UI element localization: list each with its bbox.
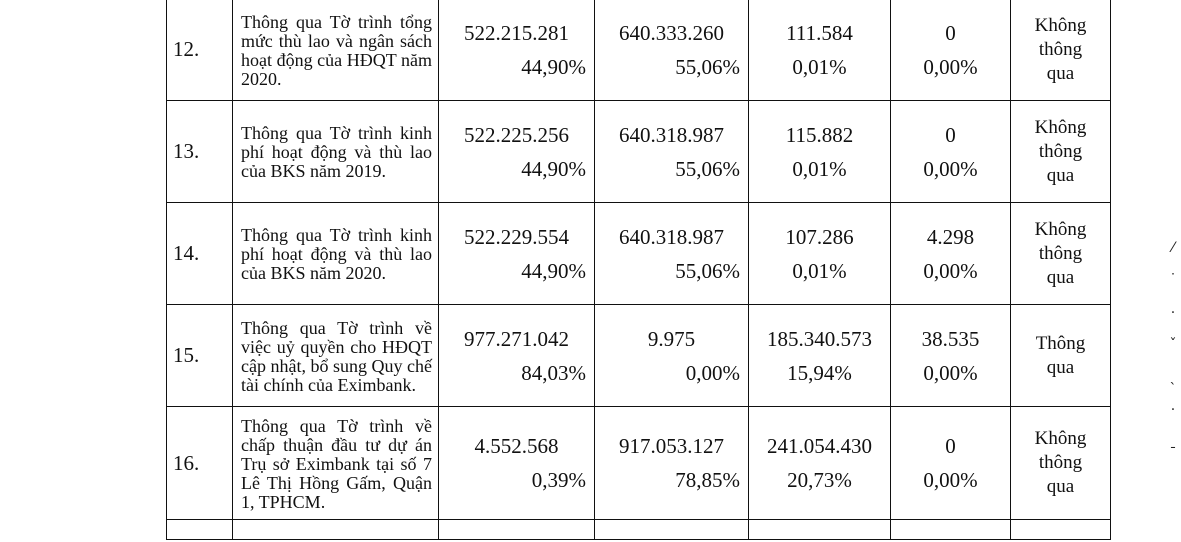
vote-count: 0	[945, 20, 956, 45]
vote-count: 522.225.256	[464, 122, 569, 147]
resolution-content: Thông qua Tờ trình kinh phí hoạt động và thù lao của BKS năm 2019.	[233, 101, 439, 203]
vote-percentage: 0,00%	[923, 360, 978, 385]
vote-count: 0	[945, 122, 956, 147]
vote-count: 115.882	[785, 122, 854, 147]
vote-percentage: 0,39%	[531, 468, 586, 492]
resolution-content: Thông qua Tờ trình kinh phí hoạt động và thù lao của BKS năm 2020.	[233, 203, 439, 305]
vote-percentage: 84,03%	[521, 360, 586, 385]
result-cell	[1011, 305, 1111, 407]
vote-count: 917.053.127	[619, 434, 724, 458]
vote-cell-col1	[439, 0, 595, 101]
vote-cell-col1	[439, 407, 595, 520]
vote-percentage: 0,00%	[923, 156, 978, 181]
vote-percentage: 55,06%	[675, 54, 740, 79]
table-row	[167, 0, 1111, 101]
vote-percentage: 55,06%	[675, 258, 740, 283]
resolution-content: Thông qua Tờ trình tổng mức thù lao và ngân sách hoạt động của HĐQT năm 2020.	[233, 0, 439, 101]
vote-cell-col1	[439, 305, 595, 407]
vote-count: 640.318.987	[619, 122, 724, 147]
vote-cell-col3	[749, 203, 891, 305]
vote-cell-col3	[749, 101, 891, 203]
row-number: 15.	[167, 305, 233, 407]
vote-percentage: 0,00%	[923, 258, 978, 283]
result-word: thông	[1038, 140, 1083, 162]
vote-cell-col2	[595, 305, 749, 407]
vote-cell-col1	[439, 203, 595, 305]
vote-count: 4.298	[926, 224, 975, 249]
result-word: Không	[1034, 428, 1087, 449]
result-word: qua	[1046, 266, 1075, 288]
result-word: Không	[1034, 218, 1087, 240]
result-word: qua	[1046, 164, 1075, 186]
vote-count: 4.552.568	[474, 434, 559, 458]
result-cell	[1011, 407, 1111, 520]
vote-count: 111.584	[786, 20, 853, 45]
vote-cell-col2	[595, 0, 749, 101]
table-row	[167, 101, 1111, 203]
vote-cell-col2	[595, 203, 749, 305]
vote-cell-col4	[891, 101, 1011, 203]
table-row	[167, 305, 1111, 407]
table-row	[167, 407, 1111, 520]
vote-count: 38.535	[921, 326, 980, 351]
result-word: qua	[1046, 476, 1075, 497]
empty-cell	[595, 520, 749, 540]
vote-cell-col4	[891, 407, 1011, 520]
vote-percentage: 15,94%	[787, 360, 852, 385]
vote-percentage: 0,01%	[792, 156, 847, 181]
empty-cell	[749, 520, 891, 540]
vote-count: 9.975	[647, 326, 696, 351]
result-word: Thông	[1035, 332, 1086, 354]
vote-count: 522.215.281	[464, 20, 569, 45]
empty-cell	[1011, 520, 1111, 540]
vote-count: 241.054.430	[767, 434, 872, 458]
vote-count: 640.333.260	[619, 20, 724, 45]
row-number: 12.	[167, 0, 233, 101]
vote-percentage: 44,90%	[521, 54, 586, 79]
result-cell	[1011, 101, 1111, 203]
vote-count: 977.271.042	[464, 326, 569, 351]
vote-percentage: 0,00%	[923, 468, 978, 492]
vote-percentage: 55,06%	[675, 156, 740, 181]
resolution-content: Thông qua Tờ trình về việc uỷ quyền cho HĐQT cập nhật, bổ sung Quy chế tài chính của Eximbank.	[233, 305, 439, 407]
vote-cell-col3	[749, 305, 891, 407]
margin-scan-marks: ⁄ ˙ · ˇ ˎ · ˍ	[1169, 240, 1177, 450]
vote-count: 0	[945, 434, 956, 458]
result-word: Không	[1034, 14, 1087, 36]
vote-count: 107.286	[785, 224, 854, 249]
voting-results-table	[166, 0, 1111, 540]
table-row	[167, 203, 1111, 305]
result-word: qua	[1046, 62, 1075, 84]
vote-cell-col2	[595, 407, 749, 520]
vote-cell-col4	[891, 305, 1011, 407]
table-row-continuation	[167, 520, 1111, 540]
empty-cell	[233, 520, 439, 540]
result-word: thông	[1038, 242, 1083, 264]
result-word: qua	[1046, 356, 1075, 378]
vote-cell-col4	[891, 203, 1011, 305]
vote-percentage: 20,73%	[787, 468, 852, 492]
vote-cell-col2	[595, 101, 749, 203]
row-number: 16.	[167, 407, 233, 520]
table-body	[167, 0, 1111, 540]
vote-percentage: 0,00%	[685, 360, 740, 385]
row-number: 13.	[167, 101, 233, 203]
empty-cell	[891, 520, 1011, 540]
vote-percentage: 0,01%	[792, 258, 847, 283]
result-cell	[1011, 0, 1111, 101]
resolution-content: Thông qua Tờ trình về chấp thuận đầu tư dự án Trụ sở Eximbank tại số 7 Lê Thị Hồng Gấm, Quận 1, TPHCM.	[233, 407, 439, 520]
result-cell	[1011, 203, 1111, 305]
empty-cell	[167, 520, 233, 540]
vote-percentage: 0,00%	[923, 54, 978, 79]
vote-percentage: 44,90%	[521, 258, 586, 283]
row-number: 14.	[167, 203, 233, 305]
vote-count: 522.229.554	[464, 224, 569, 249]
vote-percentage: 78,85%	[675, 468, 740, 492]
vote-percentage: 44,90%	[521, 156, 586, 181]
result-word: Không	[1034, 116, 1087, 138]
vote-count: 640.318.987	[619, 224, 724, 249]
vote-percentage: 0,01%	[792, 54, 847, 79]
vote-cell-col3	[749, 0, 891, 101]
vote-cell-col1	[439, 101, 595, 203]
vote-cell-col4	[891, 0, 1011, 101]
vote-count: 185.340.573	[767, 326, 872, 351]
result-word: thông	[1038, 38, 1083, 60]
empty-cell	[439, 520, 595, 540]
result-word: thông	[1038, 452, 1083, 473]
vote-cell-col3	[749, 407, 891, 520]
